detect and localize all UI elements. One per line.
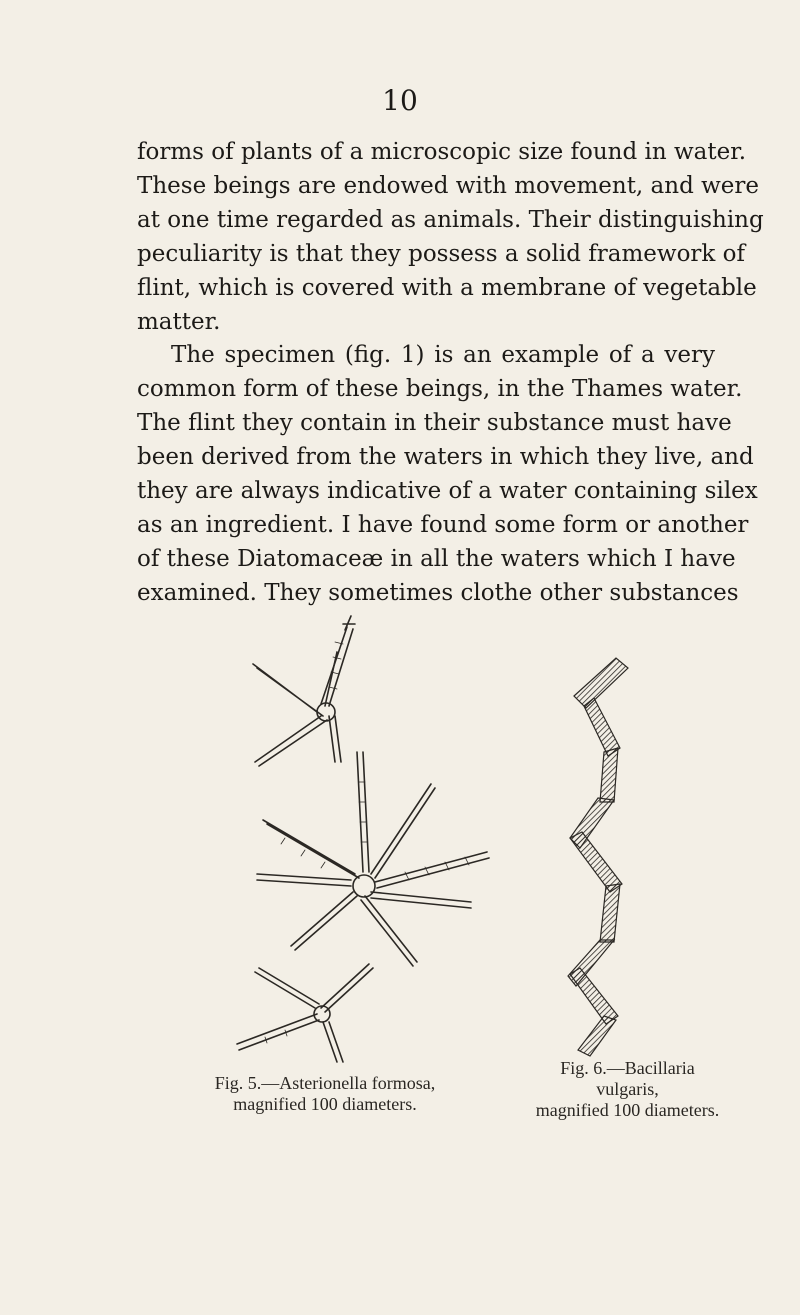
- text-line: These beings are endowed with movement, and were: [137, 173, 760, 199]
- text-line: as an ingredient. I have found some form or another: [137, 512, 749, 538]
- text-line: at one time regarded as animals. Their distinguishing: [137, 207, 764, 233]
- text-line: been derived from the waters in which they live, and: [137, 444, 754, 470]
- text-line: examined. They sometimes clothe other substances: [137, 580, 739, 606]
- figure-6-caption: [505, 1058, 750, 1121]
- text-line: peculiarity is that they possess a solid framework of: [137, 241, 746, 267]
- caption-line: magnified 100 diameters.: [535, 1100, 720, 1120]
- caption-line: magnified 100 diameters.: [233, 1094, 417, 1114]
- text-line: The specimen (fig. 1) is an example of a very: [171, 342, 715, 368]
- text-line: matter.: [137, 309, 221, 335]
- bacillaria-zigzag-illustration: [560, 652, 650, 1062]
- text-line: flint, which is covered with a membrane of vegetable: [137, 275, 757, 301]
- asterionella-colony-illustration: [225, 612, 515, 1074]
- text-line: common form of these beings, in the Thames water.: [137, 376, 743, 402]
- text-line: forms of plants of a microscopic size found in water.: [137, 139, 747, 165]
- text-line: of these Diatomaceæ in all the waters which I have: [137, 546, 736, 572]
- caption-line: Fig. 5.—Asterionella formosa,: [214, 1073, 436, 1093]
- caption-line: Fig. 6.—Bacillaria: [560, 1058, 695, 1078]
- caption-line: vulgaris,: [596, 1079, 659, 1099]
- text-line: they are always indicative of a water containing silex: [137, 478, 758, 504]
- page-number: 10: [382, 84, 418, 117]
- figure-5-caption: [170, 1073, 480, 1115]
- paragraph-1: [137, 135, 764, 339]
- paragraph-2: [137, 338, 758, 610]
- text-line: The flint they contain in their substance must have: [137, 410, 732, 436]
